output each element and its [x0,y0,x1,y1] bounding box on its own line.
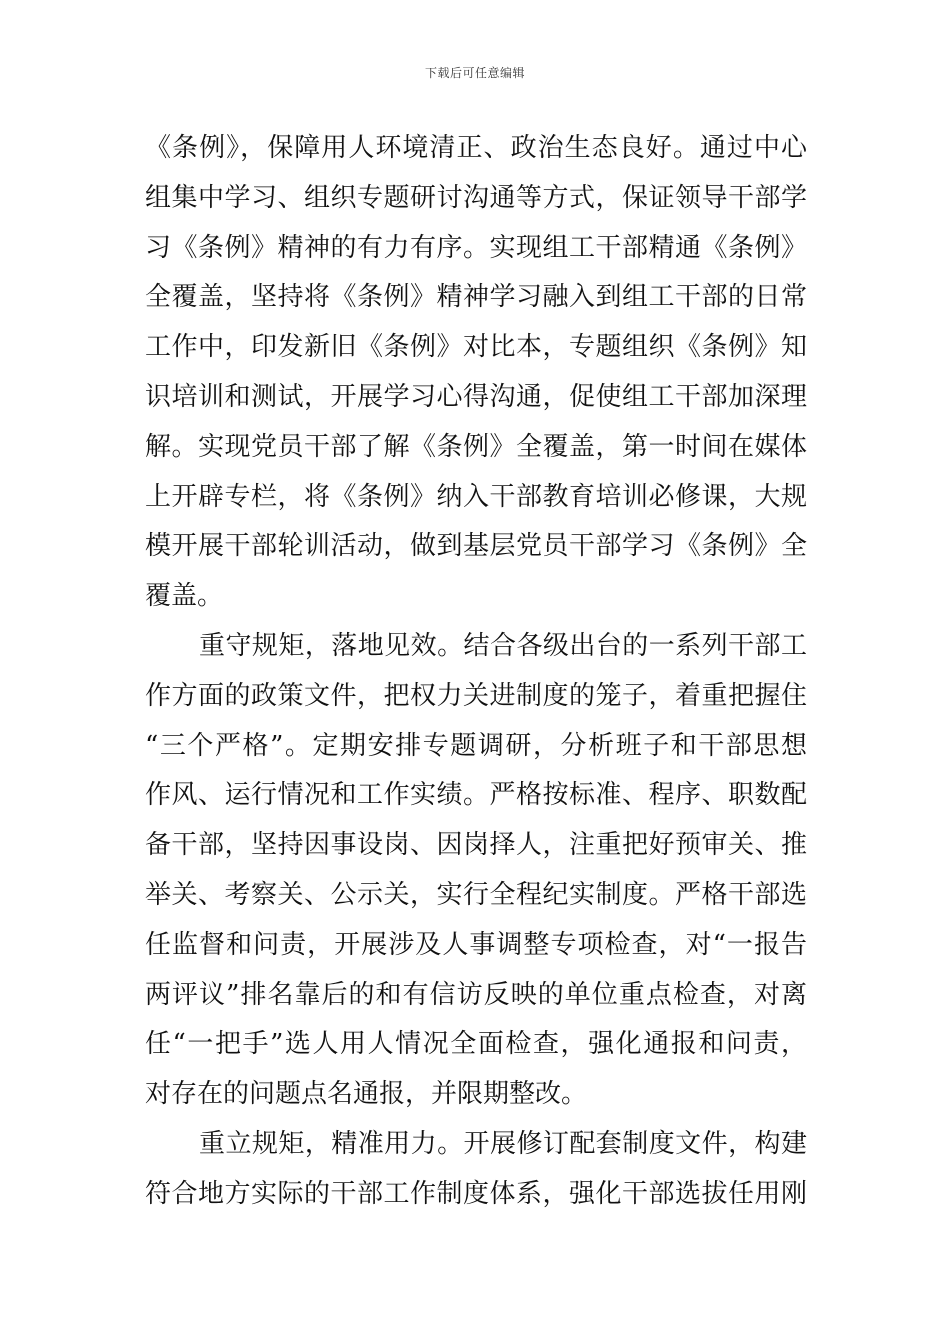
text-line: 习《条例》精神的有力有序。实现组工干部精通《条例》 [145,232,807,263]
text-line: 模开展干部轮训活动，做到基层党员干部学习《条例》全 [145,531,807,562]
text-line: 重立规矩，精准用力。开展修订配套制度文件，构建 [199,1128,807,1159]
text-line: 两评议”排名靠后的和有信访反映的单位重点检查，对离 [145,979,807,1010]
page-header: 下载后可任意编辑 [424,66,525,80]
text-line: 解。实现党员干部了解《条例》全覆盖，第一时间在媒体 [145,431,807,462]
text-line: 上开辟专栏，将《条例》纳入干部教育培训必修课，大规 [145,481,807,512]
text-line: 重守规矩，落地见效。结合各级出台的一系列干部工 [199,630,807,661]
text-line: 全覆盖，坚持将《条例》精神学习融入到组工干部的日常 [145,282,807,313]
text-line: 识培训和测试，开展学习心得沟通，促使组工干部加深理 [145,381,807,412]
text-line: 任“一把手”选人用人情况全面检查，强化通报和问责， [145,1029,807,1060]
text-line: 作方面的政策文件，把权力关进制度的笼子，着重把握住 [145,680,807,711]
text-line: 工作中，印发新旧《条例》对比本，专题组织《条例》知 [145,332,807,363]
text-line: 符合地方实际的干部工作制度体系，强化干部选拔任用刚 [145,1178,807,1209]
document-body [145,124,807,1220]
text-line: “三个严格”。定期安排专题调研，分析班子和干部思想 [145,730,807,761]
text-line: 任监督和问责，开展涉及人事调整专项检查，对“一报告 [145,929,807,960]
text-line: 作风、运行情况和工作实绩。严格按标准、程序、职数配 [145,780,807,811]
text-line: 《条例》，保障用人环境清正、政治生态良好。通过中心 [145,133,807,163]
text-line: 覆盖。 [145,581,224,612]
text-line: 备干部，坚持因事设岗、因岗择人，注重把好预审关、推 [145,830,807,861]
text-line: 对存在的问题点名通报，并限期整改。 [145,1079,588,1110]
text-line: 组集中学习、组织专题研讨沟通等方式，保证领导干部学 [145,182,807,213]
text-line: 举关、考察关、公示关，实行全程纪实制度。严格干部选 [145,879,807,910]
